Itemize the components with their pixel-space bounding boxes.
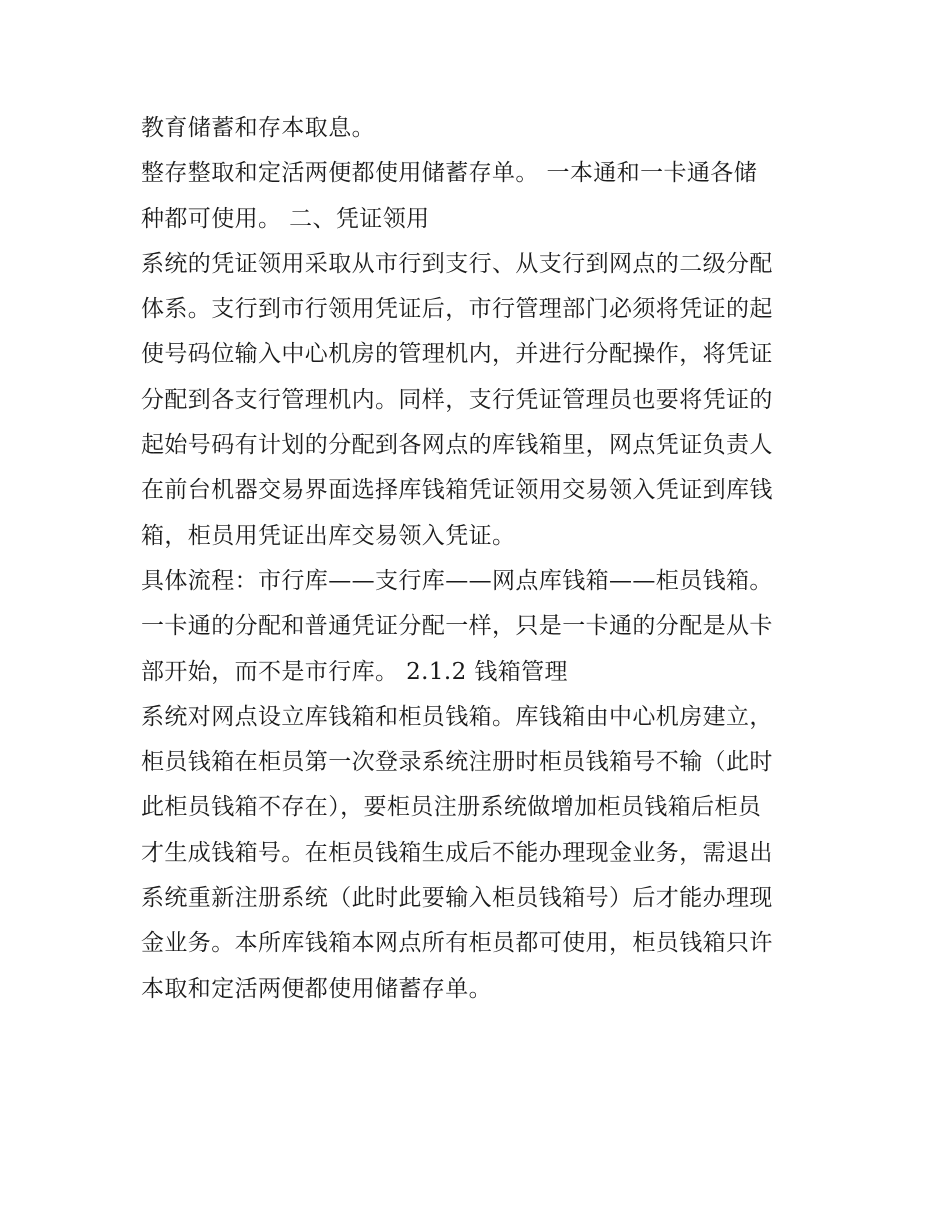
text-line: 部开始，而不是市行库。 2.1.2 钱箱管理 — [141, 658, 568, 685]
text-line: 分配到各支行管理机内。同样，支行凭证管理员也要将凭证的 — [141, 386, 773, 413]
text-line: 系统对网点设立库钱箱和柜员钱箱。库钱箱由中心机房建立， — [141, 703, 773, 730]
text-line: 系统的凭证领用采取从市行到支行、从支行到网点的二级分配 — [141, 250, 773, 277]
text-line: 具体流程：市行库——支行库——网点库钱箱——柜员钱箱。 — [141, 567, 773, 594]
text-line: 体系。支行到市行领用凭证后，市行管理部门必须将凭证的起 — [141, 296, 773, 323]
text-line: 种都可使用。 二、凭证领用 — [141, 205, 430, 232]
text-line: 箱，柜员用凭证出库交易领入凭证。 — [141, 522, 516, 549]
text-line: 在前台机器交易界面选择库钱箱凭证领用交易领入凭证到库钱 — [141, 477, 773, 504]
text-line: 才生成钱箱号。在柜员钱箱生成后不能办理现金业务，需退出 — [141, 839, 773, 866]
text-line: 整存整取和定活两便都使用储蓄存单。 一本通和一卡通各储 — [141, 160, 758, 187]
document-body — [141, 106, 821, 1012]
text-line: 金业务。本所库钱箱本网点所有柜员都可使用，柜员钱箱只许 — [141, 930, 773, 957]
text-line: 本取和定活两便都使用储蓄存单。 — [141, 975, 492, 1002]
text-line: 使号码位输入中心机房的管理机内，并进行分配操作，将凭证 — [141, 341, 773, 368]
text-line: 此柜员钱箱不存在），要柜员注册系统做增加柜员钱箱后柜员 — [141, 794, 762, 821]
text-line: 一卡通的分配和普通凭证分配一样，只是一卡通的分配是从卡 — [141, 613, 773, 640]
text-line: 系统重新注册系统（此时此要输入柜员钱箱号）后才能办理现 — [141, 885, 773, 912]
text-line: 柜员钱箱在柜员第一次登录系统注册时柜员钱箱号不输（此时 — [141, 749, 773, 776]
text-line: 教育储蓄和存本取息。 — [141, 115, 375, 141]
text-line: 起始号码有计划的分配到各网点的库钱箱里，网点凭证负责人 — [141, 432, 773, 459]
